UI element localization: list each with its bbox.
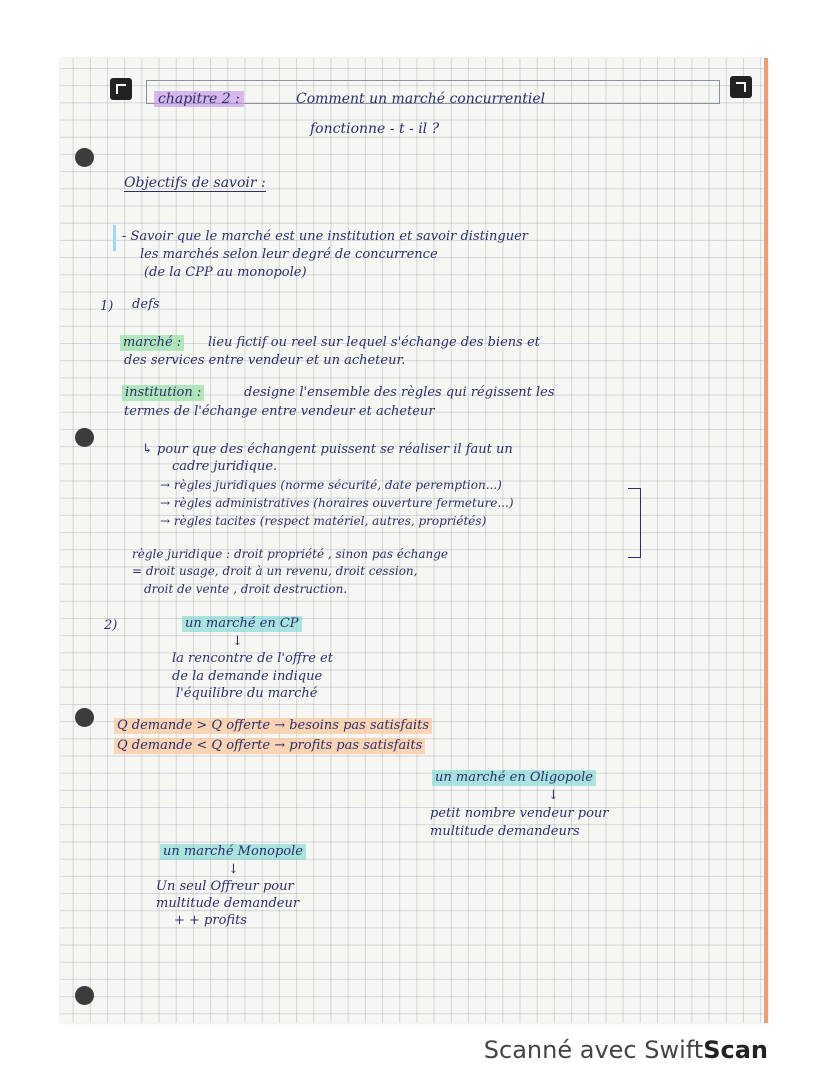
definition-line: des services entre vendeur et un acheteur.: [124, 353, 406, 368]
definition-line: termes de l'échange entre vendeur et acheteur: [124, 404, 435, 419]
legal-line: règle juridique : droit propriété , sinon pas échange: [132, 547, 449, 561]
rule-item: → règles administratives (horaires ouverture fermeture...): [160, 496, 514, 510]
monopole-line: Un seul Offreur pour: [156, 879, 294, 894]
term-institution: institution :: [122, 385, 204, 401]
legal-line: droit de vente , droit destruction.: [144, 582, 348, 596]
rule-item: → règles tacites (respect matériel, autres, propriétés): [160, 514, 487, 528]
cp-line: l'équilibre du marché: [176, 686, 318, 701]
scanner-watermark: [484, 1036, 768, 1064]
monopole-line: multitude demandeur: [156, 896, 300, 911]
cp-line: de la demande indique: [172, 669, 323, 684]
notebook-page: [60, 58, 768, 1023]
section-heading: defs: [132, 297, 160, 312]
oligopole-line: petit nombre vendeur pour: [430, 806, 609, 821]
chapter-title-line2: fonctionne - t - il ?: [310, 121, 440, 137]
cp-heading: un marché en CP: [182, 616, 302, 632]
objective-line: - Savoir que le marché est une institution et savoir distinguer: [122, 229, 528, 244]
quantity-line: Q demande < Q offerte → profits pas satisfaits: [114, 738, 425, 754]
watermark-brand: Scan: [703, 1036, 768, 1064]
binder-hole: [75, 986, 94, 1005]
binder-hole: [75, 148, 94, 167]
arrow-icon: ↓: [228, 862, 239, 877]
rule-item: → règles juridiques (norme sécurité, date peremption...): [160, 478, 502, 492]
note-line: ↳ pour que des échangent puissent se réaliser il faut un: [142, 442, 513, 457]
note-line: cadre juridique.: [172, 459, 278, 474]
page-edge: [764, 58, 768, 1023]
margin-highlight: [113, 225, 116, 251]
cp-line: la rencontre de l'offre et: [172, 651, 333, 666]
definition-line: lieu fictif ou reel sur lequel s'échange des biens et: [208, 335, 540, 350]
bracket-connector: [628, 488, 641, 558]
objective-line: (de la CPP au monopole): [144, 265, 307, 280]
section-number: 2): [104, 618, 118, 633]
watermark-prefix: Scanné avec Swift: [483, 1036, 704, 1064]
chapter-title-line1: Comment un marché concurrentiel: [296, 91, 546, 107]
chapter-label: chapitre 2 :: [154, 91, 244, 107]
objective-line: les marchés selon leur degré de concurrence: [140, 247, 438, 262]
corner-marker-icon: [110, 78, 132, 100]
corner-marker-icon: [730, 76, 752, 98]
definition-line: designe l'ensemble des règles qui régissent les: [244, 385, 555, 400]
monopole-heading: un marché Monopole: [160, 844, 306, 860]
objectives-heading: Objectifs de savoir :: [124, 175, 266, 191]
monopole-line: + + profits: [174, 913, 247, 928]
term-marche: marché :: [120, 335, 184, 351]
quantity-line: Q demande > Q offerte → besoins pas satisfaits: [114, 718, 432, 734]
legal-line: = droit usage, droit à un revenu, droit cession,: [132, 564, 418, 578]
binder-hole: [75, 708, 94, 727]
oligopole-heading: un marché en Oligopole: [432, 770, 596, 786]
oligopole-line: multitude demandeurs: [430, 824, 580, 839]
arrow-icon: ↓: [548, 788, 559, 803]
binder-hole: [75, 428, 94, 447]
section-number: 1): [100, 299, 114, 314]
arrow-icon: ↓: [232, 634, 243, 649]
